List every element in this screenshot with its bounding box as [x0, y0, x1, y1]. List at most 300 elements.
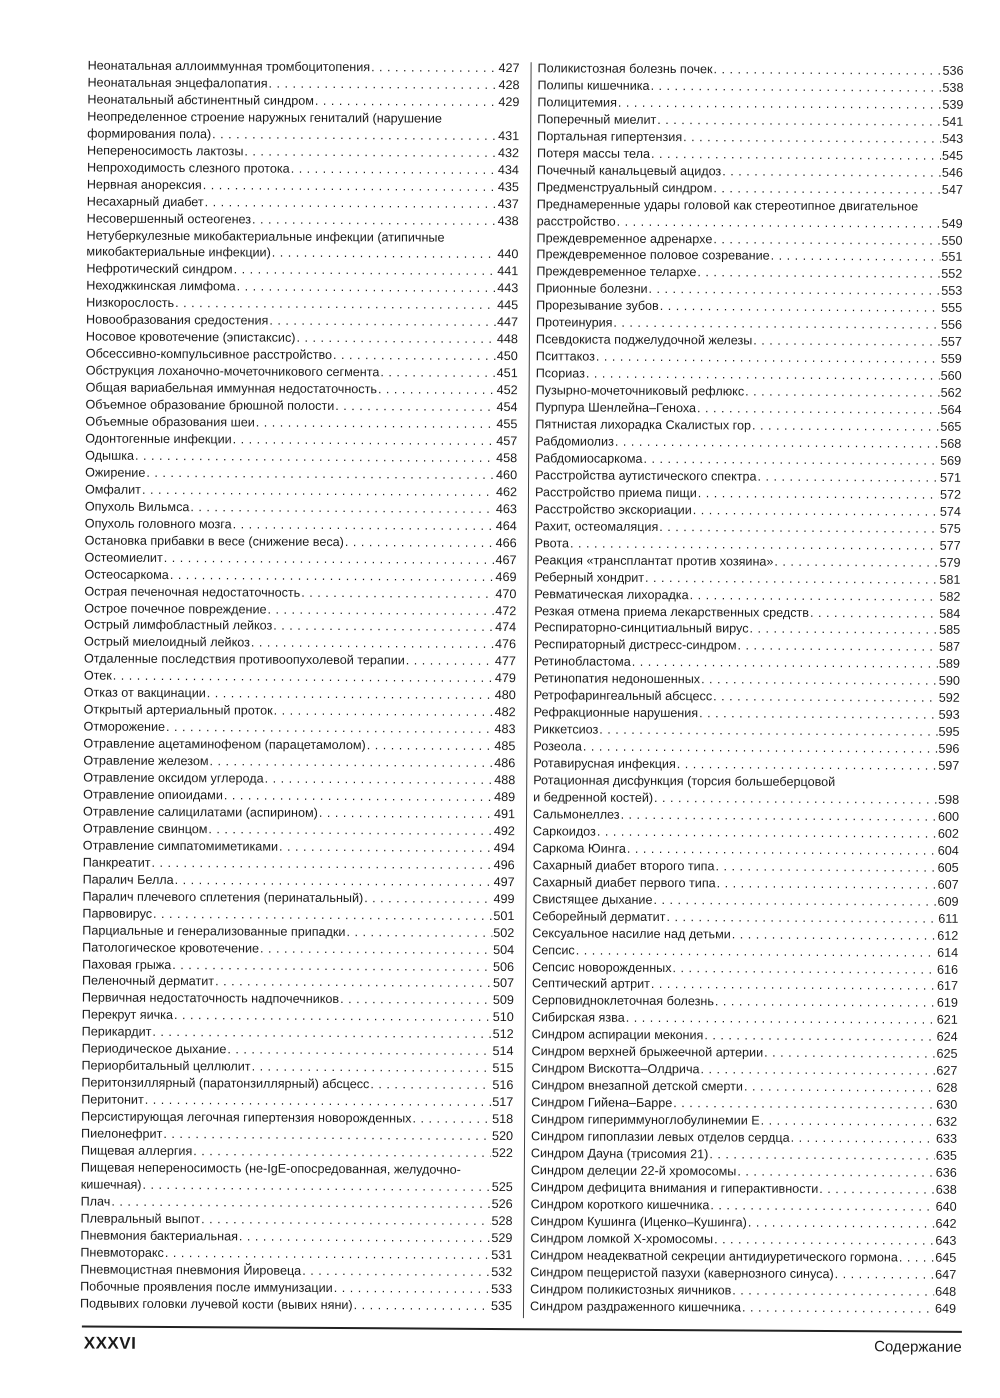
- dot-leader: [166, 719, 494, 738]
- dot-leader: [819, 1181, 935, 1199]
- toc-entry-page: 467: [495, 552, 517, 567]
- dot-leader: [334, 1280, 490, 1298]
- dot-leader: [265, 771, 494, 789]
- toc-entry-title: Объемное образование брюшной полости: [85, 397, 335, 414]
- dot-leader: [660, 298, 940, 317]
- dot-leader: [717, 875, 937, 893]
- toc-entry-page: 604: [937, 843, 959, 858]
- dot-leader: [697, 265, 940, 283]
- toc-entry-page: 494: [493, 840, 515, 855]
- toc-entry-page: 447: [496, 315, 519, 330]
- dot-leader: [617, 213, 941, 232]
- toc-entry-title: Преждевременное адренархе: [536, 230, 713, 246]
- dot-leader: [239, 1228, 491, 1246]
- dot-leader: [205, 194, 497, 213]
- dot-leader: [651, 146, 941, 165]
- toc-entry-page: 593: [938, 707, 960, 723]
- toc-entry-title: Потеря массы тела: [537, 145, 651, 161]
- toc-entry-page: 457: [496, 433, 518, 449]
- toc-entry-page: 543: [942, 131, 964, 146]
- toc-entry-title: Ретинопатия недоношенных: [533, 671, 701, 687]
- toc-entry-title: Острый миелоидный лейкоз: [84, 634, 250, 650]
- toc-entry-page: 571: [940, 470, 962, 485]
- dot-leader: [153, 906, 492, 925]
- toc-entry-title: Синдром внезапной детской смерти: [531, 1078, 744, 1094]
- toc-entry-page: 531: [491, 1247, 513, 1262]
- dot-leader: [345, 534, 495, 552]
- toc-entry-page: 510: [492, 1010, 514, 1025]
- toc-entry-title: Розеола: [533, 739, 582, 754]
- dot-leader: [576, 942, 937, 961]
- dot-leader: [632, 654, 938, 673]
- toc-entry-title: Сахарный диабет второго типа: [532, 858, 715, 874]
- footer-rule: [82, 1325, 962, 1332]
- dot-leader: [335, 398, 495, 416]
- toc-entry-title: Поперечный миелит: [537, 112, 657, 127]
- dot-leader: [651, 78, 942, 97]
- toc-entry: [537, 179, 963, 199]
- toc-entry-page: 595: [938, 724, 960, 739]
- toc-entry-page: 538: [942, 80, 964, 95]
- toc-entry-title: Первичная недостаточность надпочечников: [81, 990, 340, 1007]
- toc-entry-page: 609: [937, 894, 959, 909]
- dot-leader: [643, 451, 939, 470]
- toc-entry-page: 514: [492, 1044, 514, 1059]
- dot-leader: [744, 1079, 935, 1097]
- toc-entry-title: Прорезывание зубов: [536, 298, 659, 314]
- dot-leader: [666, 909, 937, 928]
- dot-leader: [613, 315, 940, 334]
- toc-entry-page: 564: [940, 402, 962, 417]
- toc-entry-title: Ретинобластома: [533, 654, 631, 670]
- dot-leader: [596, 349, 940, 368]
- toc-entry-page: 438: [497, 213, 519, 228]
- toc-entry-title: Отек: [83, 668, 112, 683]
- toc-entry-title: Новообразования средостения: [85, 312, 269, 328]
- toc-entry-title: Синдром пещеристой пазухи (кавернозного синуса): [530, 1264, 834, 1281]
- dot-leader: [627, 841, 937, 860]
- toc-entry-page: 482: [494, 705, 516, 720]
- toc-entry-title: Общая вариабельная иммунная недостаточность: [85, 380, 378, 397]
- toc-entry-page: 627: [936, 1063, 958, 1079]
- toc-entry-title: Панкреатит: [82, 855, 151, 870]
- dot-leader: [412, 1111, 491, 1128]
- toc-entry-page: 555: [941, 301, 963, 316]
- dot-leader: [256, 415, 496, 433]
- toc-entry: [87, 210, 519, 230]
- dot-leader: [704, 1028, 935, 1046]
- dot-leader: [315, 93, 498, 111]
- toc-entry: [533, 772, 959, 809]
- toc-entry-page: 532: [491, 1264, 513, 1279]
- toc-entry-title: Неходжкинская лимфома: [86, 278, 236, 294]
- toc-entry-page: 638: [935, 1182, 957, 1197]
- toc-entry-page: 552: [941, 267, 963, 282]
- toc-entry-page: 474: [495, 620, 517, 635]
- toc-entry-page: 516: [492, 1078, 514, 1093]
- toc-entry: [530, 1298, 956, 1318]
- toc-entry-page: 582: [939, 589, 961, 604]
- dot-leader: [713, 231, 940, 249]
- toc-entry-title: Отравление опиоидами: [83, 787, 223, 803]
- toc-entry-page: 590: [938, 674, 960, 689]
- toc-entry-title: Отморожение: [83, 719, 166, 735]
- toc-entry-title: Отравление оксидом углерода: [83, 770, 264, 786]
- toc-entry-title: Подвывих головки лучевой кости (вывих няни): [79, 1296, 353, 1312]
- toc-entry-page: 636: [935, 1165, 957, 1180]
- dot-leader: [251, 635, 494, 653]
- toc-entry-page: 522: [491, 1145, 513, 1161]
- toc-entry-page: 517: [492, 1095, 514, 1110]
- toc-entry-title: Ретрофарингеальный абсцесс: [533, 688, 713, 704]
- dot-leader: [406, 653, 494, 670]
- toc-entry-title: Плевральный выпот: [80, 1211, 201, 1227]
- toc-entry-page: 536: [942, 63, 964, 78]
- dot-leader: [244, 143, 497, 161]
- toc-entry-page: 547: [941, 182, 963, 197]
- dot-leader: [367, 737, 494, 755]
- toc-entry-title: Нетуберкулезные микобактериальные инфекции (атипичные: [86, 228, 445, 245]
- toc-entry-page: 504: [493, 942, 515, 957]
- toc-entry-title: Неонатальная энцефалопатия: [87, 75, 268, 91]
- toc-entry-page: 451: [496, 366, 518, 381]
- toc-entry-title: Пиелонефрит: [81, 1126, 163, 1142]
- toc-entry-title: Опухоль головного мозга: [84, 516, 232, 532]
- dot-leader: [713, 180, 940, 198]
- toc-entry-page: 616: [937, 962, 959, 977]
- toc-entry-page: 488: [494, 773, 516, 788]
- dot-leader: [252, 211, 497, 229]
- toc-entry-title: Рвота: [534, 535, 570, 551]
- dot-leader: [207, 685, 494, 704]
- dot-leader: [273, 618, 494, 636]
- toc-entry-title: Патологическое кровотечение: [82, 940, 260, 956]
- dot-leader: [319, 805, 493, 823]
- toc-entry-page: 648: [935, 1284, 957, 1299]
- toc-entry-page: 525: [491, 1179, 513, 1195]
- toc-entry-title: Перикардит: [81, 1024, 152, 1040]
- toc-entry-title: Синдром поликистозных яичников: [530, 1281, 732, 1298]
- dot-leader: [697, 400, 940, 418]
- dot-leader: [163, 1126, 491, 1145]
- toc-entry-title: Респираторно-синцитиальный вирус: [534, 620, 749, 636]
- dot-leader: [165, 1245, 491, 1264]
- toc-entry-title-continued: и бедренной костей): [533, 790, 654, 805]
- toc-entry-page: 581: [939, 572, 961, 587]
- toc-entry-title: Портальная гипертензия: [537, 129, 683, 144]
- toc-entry-page: 501: [493, 908, 515, 923]
- toc-entry-title: Ротационная дисфункция (торсия большеберцовой: [533, 773, 836, 790]
- toc-entry-page: 520: [492, 1129, 514, 1144]
- dot-leader: [753, 333, 940, 351]
- toc-entry-page: 630: [936, 1097, 958, 1112]
- toc-entry-page: 584: [939, 606, 961, 621]
- dot-leader: [215, 974, 492, 993]
- toc-entry-page: 492: [493, 823, 515, 838]
- dot-leader: [378, 381, 496, 399]
- toc-entry-title: Синдром Дауна (трисомия 21): [530, 1146, 709, 1162]
- toc-entry-page: 539: [942, 97, 964, 112]
- toc-entry-title: Остеосаркома: [84, 567, 169, 582]
- dot-leader: [380, 364, 495, 382]
- dot-leader: [761, 1113, 936, 1131]
- toc-entry-title: Острое почечное повреждение: [84, 600, 267, 617]
- toc-entry-title: Плач: [80, 1194, 111, 1209]
- toc-entry-page: 549: [941, 216, 963, 231]
- toc-entry-page: 572: [939, 487, 962, 502]
- dot-leader: [645, 569, 938, 588]
- toc-entry-page: 483: [494, 722, 516, 737]
- toc-entry-page: 448: [496, 332, 518, 347]
- toc-entry-title: Отравление ацетаминофеном (парацетамолом): [83, 736, 366, 753]
- toc-entry-title: Почечный канальцевый ацидоз: [536, 162, 722, 179]
- toc-entry-title: Отдаленные последствия противоопухолевой терапии: [83, 651, 405, 668]
- toc-entry-title: Нефротический синдром: [86, 261, 233, 277]
- toc-entry-page: 452: [496, 383, 518, 398]
- toc-entry-title: Пищевая аллергия: [80, 1143, 193, 1159]
- toc-entry-page: 643: [935, 1233, 957, 1248]
- toc-entry-page: 486: [494, 756, 516, 771]
- toc-entry-page: 645: [935, 1250, 957, 1265]
- toc-entry-page: 460: [496, 467, 518, 482]
- toc-entry-page: 454: [496, 400, 518, 415]
- toc-entry-page: 463: [495, 501, 517, 516]
- dot-leader: [269, 76, 498, 94]
- toc-entry-page: 633: [935, 1131, 958, 1146]
- dot-leader: [233, 516, 495, 535]
- toc-entry-page: 469: [495, 569, 517, 584]
- toc-entry-title: Непроходимость слезного протока: [86, 160, 290, 176]
- toc-entry-title: Паралич Белла: [82, 872, 174, 887]
- toc-entry-page: 568: [940, 436, 962, 451]
- dot-leader: [370, 1076, 491, 1094]
- toc-entry-title: Полицитемия: [537, 95, 617, 110]
- toc-entry-title: Резкая отмена приема лекарственных средств: [534, 603, 810, 620]
- toc-entry-page: 551: [941, 250, 963, 265]
- toc-entry-page: 476: [495, 637, 517, 652]
- toc-entry-page: 621: [936, 1013, 958, 1028]
- dot-leader: [714, 1231, 934, 1249]
- toc-entry-title: Ревматическая лихорадка: [534, 586, 689, 602]
- section-title: Содержание: [874, 1338, 962, 1356]
- dot-leader: [657, 112, 941, 131]
- dot-leader: [274, 703, 494, 721]
- toc-entry-title: Острый лимфобластный лейкоз: [84, 617, 273, 634]
- dot-leader: [715, 858, 936, 876]
- toc-entry-title: Синдром Кушинга (Иценко–Кушинга): [530, 1214, 747, 1230]
- toc-entry-title: Неонатальный абстинентный синдром: [87, 92, 315, 108]
- toc-entry-title: Расстройства аутистического спектра: [535, 468, 757, 484]
- toc-entry-title: Персистирующая легочная гипертензия новорожденных: [81, 1109, 412, 1126]
- dot-leader: [626, 1010, 936, 1029]
- toc-entry-title: Паховая грыжа: [82, 956, 172, 972]
- dot-leader: [170, 567, 495, 586]
- dot-leader: [701, 672, 938, 690]
- toc-entry-title: Синдром неадекватной секреции антидиуретического гормона: [530, 1247, 898, 1265]
- dot-leader: [713, 689, 938, 707]
- toc-entry-title: Отравление салицилатами (аспирином): [82, 804, 318, 820]
- toc-entry-title: Синдром дефицита внимания и гиперактивности: [530, 1180, 819, 1196]
- dot-leader: [208, 821, 493, 840]
- toc-entry-title: Псевдокиста поджелудочной железы: [535, 332, 753, 348]
- toc-entry-title: Низкорослость: [86, 295, 175, 311]
- dot-leader: [677, 756, 938, 775]
- toc-entry-title: Синдром гипоплазии левых отделов сердца: [531, 1129, 790, 1145]
- dot-leader: [346, 924, 492, 942]
- toc-entry-page: 602: [937, 826, 959, 841]
- dot-leader: [340, 991, 492, 1009]
- dot-leader: [651, 976, 936, 995]
- toc-entry-page: 559: [940, 351, 962, 367]
- toc-entry-title: Сепсис: [532, 942, 575, 958]
- toc-entry-page: 625: [936, 1046, 958, 1062]
- dot-leader: [301, 584, 494, 602]
- toc-entry-page: 506: [493, 959, 515, 974]
- toc-entry-title: Реакция «трансплантат против хозяина»: [534, 552, 774, 569]
- toc-entry-title: Сепсис новорожденных: [532, 959, 672, 975]
- toc-entry-page: 556: [940, 317, 963, 333]
- dot-leader: [371, 59, 498, 77]
- dot-leader: [615, 434, 940, 453]
- toc-entry-page: 434: [497, 162, 520, 177]
- toc-entry-title: Синдром раздраженного кишечника: [529, 1298, 742, 1315]
- dot-leader: [748, 1214, 935, 1232]
- toc-entry-page: 472: [495, 603, 517, 618]
- toc-entry-page: 579: [939, 555, 961, 570]
- toc-entry-page: 642: [935, 1216, 957, 1231]
- dot-leader: [193, 1143, 491, 1162]
- dot-leader: [333, 347, 496, 365]
- dot-leader: [835, 1266, 935, 1284]
- toc-entry-title: Поликистозная болезнь почек: [537, 61, 713, 77]
- toc-entry-page: 617: [936, 979, 959, 994]
- dot-leader: [791, 1130, 935, 1148]
- toc-left-column: [80, 57, 520, 1314]
- toc-entry-title: Пневмоторакс: [80, 1245, 164, 1260]
- toc-entry-page: 597: [938, 758, 960, 773]
- dot-leader: [296, 330, 496, 348]
- toc-entry-page: 575: [939, 521, 961, 536]
- toc-entry-title: Рахит, остеомаляция: [534, 518, 659, 534]
- toc-entry-page: 553: [941, 284, 963, 299]
- toc-entry-title: Протеинурия: [535, 315, 613, 330]
- toc-entry-page: 546: [941, 165, 963, 180]
- toc-entry-page: 557: [940, 334, 962, 350]
- toc-entry-page: 528: [491, 1213, 513, 1228]
- dot-leader: [135, 448, 495, 467]
- toc-entry-page: 533: [491, 1281, 513, 1296]
- dot-leader: [145, 1092, 492, 1111]
- toc-entry-page: 560: [940, 368, 962, 383]
- toc-entry-title: Опухоль Вильмса: [84, 499, 190, 514]
- toc-entry-title: Серповидноклеточная болезнь: [531, 993, 714, 1009]
- toc-entry-page: 480: [494, 688, 516, 703]
- dot-leader: [764, 1045, 936, 1063]
- toc-entry-page: 598: [938, 792, 960, 807]
- dot-leader: [174, 1007, 492, 1026]
- dot-leader: [709, 1146, 935, 1164]
- toc-entry-page: 502: [493, 925, 515, 940]
- toc-entry-title: Ротавирусная инфекция: [533, 756, 676, 772]
- toc-entry-page: 512: [492, 1027, 514, 1042]
- toc-entry-page: 515: [492, 1061, 514, 1076]
- toc-entry-page: 491: [493, 806, 516, 822]
- toc-entry-page: 585: [939, 623, 961, 638]
- toc-entry-title: Синдром короткого кишечника: [530, 1197, 710, 1213]
- dot-leader: [597, 823, 937, 842]
- toc-entry-page: 507: [492, 976, 515, 991]
- toc-entry-page: 489: [494, 789, 516, 805]
- dot-leader: [653, 892, 936, 911]
- toc-entry-title: Пузырно-мочеточниковый рефлюкс: [535, 383, 745, 399]
- dot-leader: [715, 994, 936, 1012]
- toc-entry-title-continued: формирования пола): [87, 126, 212, 142]
- toc-entry-title: Свистящее дыхание: [532, 891, 653, 907]
- toc-entry-page: 429: [498, 94, 520, 110]
- dot-leader: [227, 1042, 491, 1061]
- toc-entry-page: 497: [493, 874, 515, 889]
- dot-leader: [201, 1211, 490, 1230]
- toc-entry-title: Пситтакоз: [535, 349, 595, 364]
- dot-leader: [752, 418, 940, 436]
- dot-leader: [621, 807, 938, 826]
- dot-leader: [673, 960, 937, 979]
- dot-leader: [654, 790, 937, 809]
- toc-entry-title: Объемные образования шеи: [85, 414, 255, 430]
- toc-entry-page: 496: [493, 857, 515, 872]
- toc-entry-page: 485: [494, 739, 516, 754]
- toc-entry-title: Пневмоцистная пневмония Йировеца: [80, 1262, 302, 1278]
- toc-entry-title: Остановка прибавки в весе (снижение веса): [84, 533, 344, 549]
- toc-entry-title: Сальмонеллез: [532, 807, 620, 822]
- dot-leader: [732, 1282, 934, 1300]
- dot-leader: [252, 1059, 492, 1077]
- toc-right-column: [530, 60, 964, 1317]
- toc-entry-page: 569: [940, 453, 962, 468]
- dot-leader: [690, 587, 939, 605]
- dot-leader: [203, 177, 497, 196]
- toc-entry: [86, 227, 518, 264]
- toc-entry-page: 541: [942, 114, 964, 129]
- dot-leader: [683, 129, 941, 148]
- dot-leader: [722, 163, 941, 181]
- dot-leader: [698, 485, 939, 503]
- toc-entry-title: Сексуальное насилие над детьми: [532, 925, 731, 942]
- toc-entry-page: 529: [491, 1230, 513, 1245]
- toc-entry-page: 628: [936, 1080, 958, 1096]
- dot-leader: [774, 553, 938, 571]
- toc-entry-title-continued: расстройство: [536, 213, 616, 229]
- toc-entry-title: Синдром делеции 22-й хромосомы: [530, 1163, 737, 1179]
- toc-entry-title: Синдром гипериммуноглобулинемии E: [531, 1112, 760, 1128]
- toc-entry-title: Острая печеночная недостаточность: [84, 584, 301, 600]
- dot-leader: [899, 1249, 935, 1266]
- toc-entry-title: Предменструальный синдром: [536, 179, 713, 195]
- dot-leader: [673, 1095, 935, 1114]
- toc-entry-title: Отравление симпатомиметиками: [82, 838, 279, 854]
- dot-leader: [700, 1061, 935, 1079]
- toc-entry-page: 605: [937, 860, 959, 875]
- toc-entry-page: 550: [941, 233, 963, 248]
- toc-entry-page: 562: [940, 385, 962, 400]
- toc-entry-title: Пеленочный дерматит: [81, 973, 215, 989]
- toc-entry-title: Несахарный диабет: [86, 194, 204, 209]
- dot-leader: [279, 839, 493, 857]
- toc-entry-page: 632: [936, 1114, 958, 1129]
- toc-entry-title-continued: микобактериальные инфекции): [86, 244, 271, 261]
- toc-entry-page: 600: [937, 809, 960, 824]
- dot-leader: [749, 621, 938, 639]
